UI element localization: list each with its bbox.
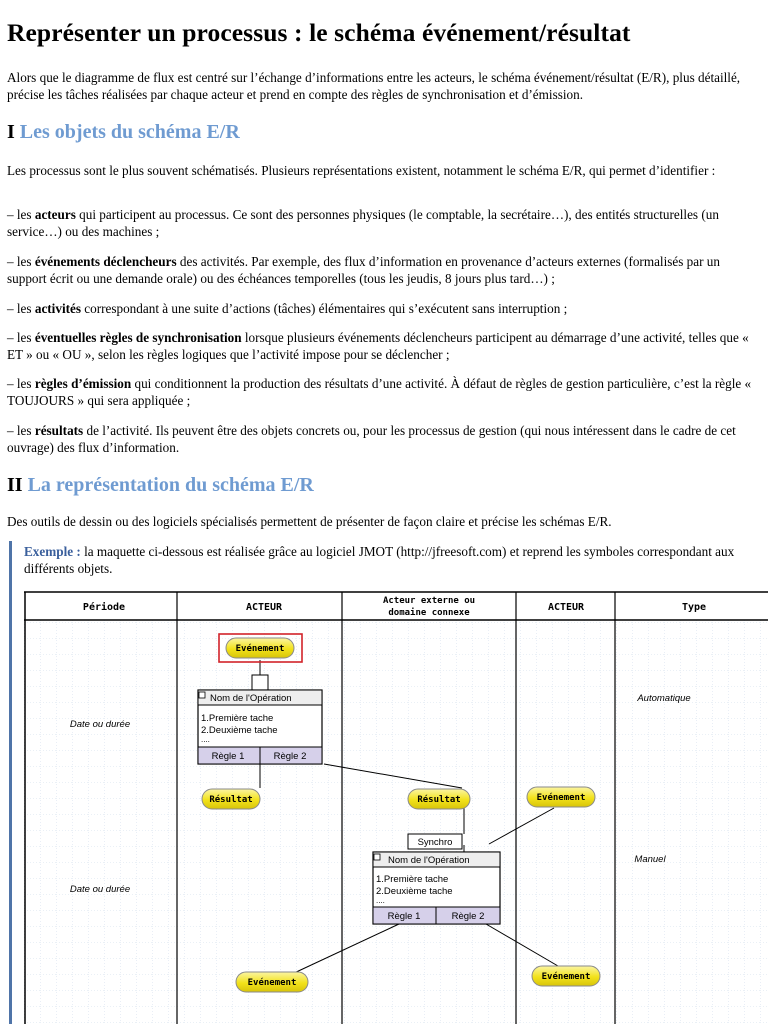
header-type: Type xyxy=(681,602,707,613)
rule-label: Règle 1 xyxy=(387,911,421,922)
er-diagram xyxy=(24,590,768,1024)
event-label: Evénement xyxy=(536,793,586,803)
operation-box xyxy=(198,690,322,764)
operation-task: 2.Deuxième tache xyxy=(201,725,278,736)
list-item: – les activités correspondant à une suite d’actions (tâches) élémentaires qui s’exécutent sans interruption ; xyxy=(7,301,568,316)
operation-dots: .... xyxy=(201,735,210,744)
operation-title: Nom de l'Opération xyxy=(210,693,292,704)
section-1-lead: Les processus sont le plus souvent schématisés. Plusieurs représentations existent, notamment le schéma E/R, qui permet d’identifier : xyxy=(7,163,716,178)
operation-title: Nom de l'Opération xyxy=(388,855,470,866)
event-label: Evénement xyxy=(235,644,285,654)
rule-label: Règle 2 xyxy=(273,751,307,762)
section-2-title: La représentation du schéma E/R xyxy=(27,474,314,496)
operation-task: 1.Première tache xyxy=(201,713,274,724)
rule-label: Règle 1 xyxy=(211,751,245,762)
sync-connector xyxy=(252,675,268,690)
operation-task: 2.Deuxième tache xyxy=(376,886,453,897)
header-acteur-externe: Acteur externe ou xyxy=(382,596,476,606)
operation-task: 1.Première tache xyxy=(376,874,449,885)
section-1-heading xyxy=(7,121,240,144)
diagram-grid xyxy=(24,620,768,1024)
type-label-automatique: Automatique xyxy=(637,693,691,704)
list-item: – les acteurs qui participent au processus. Ce sont des personnes physiques (le comptable, la secrétaire…), des entités structurelles (un service…) ou des machines ; xyxy=(7,207,719,239)
page-title: Représenter un processus : le schéma événement/résultat xyxy=(7,18,631,47)
header-acteur: ACTEUR xyxy=(245,602,283,613)
list-item: – les événements déclencheurs des activités. Par exemple, des flux d’information en provenance d’acteurs externes (formalisés par un support écrit ou une demande orale) ou des échéances temporelles (tous les jeudis, 8 jours plus tard…) ; xyxy=(7,254,720,286)
section-2-lead: Des outils de dessin ou des logiciels spécialisés permettent de présenter de façon claire et précise les schémas E/R. xyxy=(7,514,612,529)
period-label: Date ou durée xyxy=(69,719,131,730)
section-2-heading xyxy=(7,474,314,497)
header-periode: Période xyxy=(82,602,126,613)
period-label: Date ou durée xyxy=(69,884,131,895)
result-label: Résultat xyxy=(417,795,461,805)
section-1-title: Les objets du schéma E/R xyxy=(19,121,240,143)
example-intro xyxy=(24,544,759,577)
list-item: – les éventuelles règles de synchronisation lorsque plusieurs événements déclencheurs participent au démarrage d’une activité, telles que « ET » ou « OU », selon les règles logiques que l’activité impose pour se déclencher ; xyxy=(7,330,749,362)
rule-label: Règle 2 xyxy=(451,911,485,922)
list-item: – les résultats de l’activité. Ils peuvent être des objets concrets ou, pour les processus de gestion (qui nous intéressent dans le cadre de cet ouvrage) des flux d’information. xyxy=(7,423,736,455)
event-label: Evénement xyxy=(247,978,297,988)
event-label: Evénement xyxy=(541,972,591,982)
operation-dots: .... xyxy=(376,896,385,905)
header-acteur-2: ACTEUR xyxy=(547,602,585,613)
section-2-number: II xyxy=(7,474,23,496)
section-1-number: I xyxy=(7,121,15,143)
header-domaine-connexe: domaine connexe xyxy=(388,608,470,618)
synchro-label: Synchro xyxy=(417,837,453,848)
operation-box xyxy=(373,852,500,924)
example-label: Exemple : xyxy=(24,544,81,559)
intro-paragraph: Alors que le diagramme de flux est centré sur l’échange d’informations entre les acteurs, le schéma événement/résultat (E/R), plus détaillé, précise les tâches réalisées par chaque acteur et prend en compte des règles de synchronisation et d’émission. xyxy=(7,70,741,102)
result-label: Résultat xyxy=(209,795,253,805)
example-text: la maquette ci-dessous est réalisée grâce au logiciel JMOT (http://jfreesoft.com) et reprend les symboles correspondant aux différents objets. xyxy=(24,544,735,576)
type-label-manuel: Manuel xyxy=(634,854,666,865)
list-item: – les règles d’émission qui conditionnent la production des résultats d’une activité. À défaut de règles de gestion particulière, c’est la règle « TOUJOURS » qui sera appliquée ; xyxy=(7,376,752,408)
